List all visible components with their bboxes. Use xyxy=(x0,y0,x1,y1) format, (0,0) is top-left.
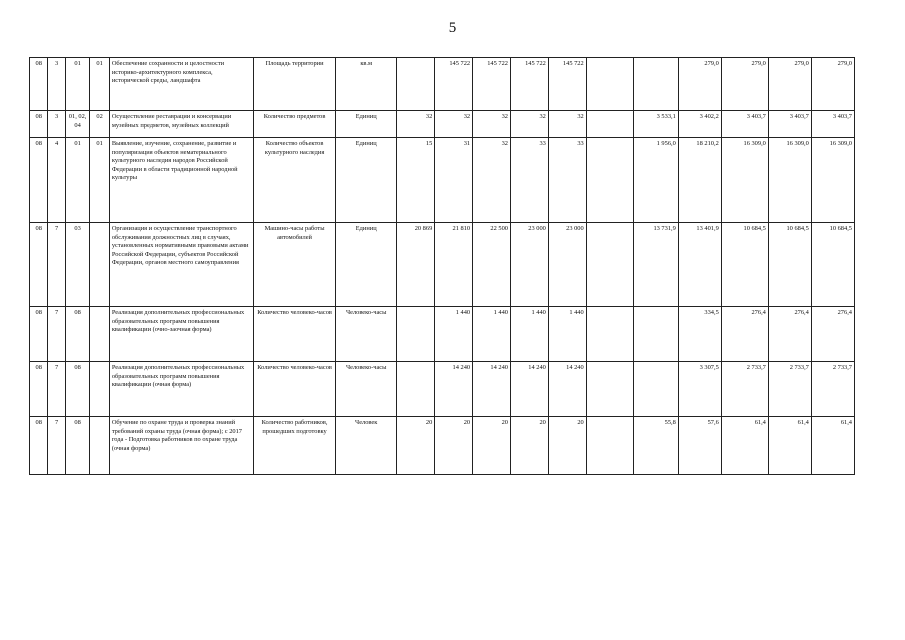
cell-v4: 145 722 xyxy=(510,58,548,111)
cell-f5: 61,4 xyxy=(811,417,854,475)
cell-v3: 1 440 xyxy=(473,307,511,362)
cell-f2: 3 402,2 xyxy=(678,111,721,138)
cell-v3: 20 xyxy=(473,417,511,475)
cell-c1: 08 xyxy=(30,362,48,417)
cell-unit: Единиц xyxy=(336,223,397,307)
cell-empty xyxy=(586,58,633,111)
cell-f4: 279,0 xyxy=(768,58,811,111)
cell-v5: 1 440 xyxy=(548,307,586,362)
cell-name: Реализация дополнительных профессиональных образовательных программ повышения квалификации (очно-заочная форма) xyxy=(109,307,253,362)
cell-f3: 10 684,5 xyxy=(721,223,768,307)
cell-v4: 1 440 xyxy=(510,307,548,362)
cell-f5: 16 309,0 xyxy=(811,138,854,223)
cell-f1: 55,8 xyxy=(633,417,678,475)
table-row xyxy=(30,138,855,223)
cell-c3: 01 xyxy=(65,138,90,223)
cell-f1: 13 731,9 xyxy=(633,223,678,307)
cell-name: Организация и осуществление транспортного обслуживания должностных лиц в случаях, установленных нормативными правовыми актами Российской Федерации, субъектов Российской Федерации, органов местного самоуправления xyxy=(109,223,253,307)
cell-f5: 279,0 xyxy=(811,58,854,111)
cell-indicator: Площадь территории xyxy=(254,58,336,111)
cell-c3: 03 xyxy=(65,223,90,307)
cell-indicator: Количество объектов культурного наследия xyxy=(254,138,336,223)
cell-v5: 20 xyxy=(548,417,586,475)
cell-v2: 20 xyxy=(435,417,473,475)
cell-f1: 3 533,1 xyxy=(633,111,678,138)
cell-f3: 3 403,7 xyxy=(721,111,768,138)
cell-f1 xyxy=(633,58,678,111)
cell-f3: 2 733,7 xyxy=(721,362,768,417)
cell-f2: 13 401,9 xyxy=(678,223,721,307)
cell-v3: 145 722 xyxy=(473,58,511,111)
cell-v3: 32 xyxy=(473,111,511,138)
table-row xyxy=(30,58,855,111)
cell-c3: 08 xyxy=(65,307,90,362)
cell-f2: 57,6 xyxy=(678,417,721,475)
cell-indicator: Машино-часы работы автомобилей xyxy=(254,223,336,307)
cell-empty xyxy=(586,111,633,138)
cell-f1: 1 956,0 xyxy=(633,138,678,223)
cell-v1 xyxy=(397,307,435,362)
cell-indicator: Количество работников, прошедших подготовку xyxy=(254,417,336,475)
table-row xyxy=(30,362,855,417)
cell-v5: 23 000 xyxy=(548,223,586,307)
cell-f3: 16 309,0 xyxy=(721,138,768,223)
cell-c1: 08 xyxy=(30,58,48,111)
cell-c3: 08 xyxy=(65,362,90,417)
cell-f2: 334,5 xyxy=(678,307,721,362)
cell-f4: 276,4 xyxy=(768,307,811,362)
cell-v4: 20 xyxy=(510,417,548,475)
cell-c4: 01 xyxy=(90,58,109,111)
cell-empty xyxy=(586,362,633,417)
cell-c3: 01 xyxy=(65,58,90,111)
cell-name: Реализация дополнительных профессиональных образовательных программ повышения квалификации (очная форма) xyxy=(109,362,253,417)
cell-v2: 31 xyxy=(435,138,473,223)
cell-name: Выявление, изучение, сохранение, развитие и популяризация объектов нематериального культурного наследия народов Российской Федерации в области традиционной народной культуры xyxy=(109,138,253,223)
table-row xyxy=(30,223,855,307)
cell-c2: 7 xyxy=(48,362,65,417)
cell-f2: 18 210,2 xyxy=(678,138,721,223)
cell-indicator: Количество человеко-часов xyxy=(254,307,336,362)
cell-c1: 08 xyxy=(30,111,48,138)
cell-c4: 02 xyxy=(90,111,109,138)
cell-v4: 33 xyxy=(510,138,548,223)
cell-f4: 61,4 xyxy=(768,417,811,475)
cell-f4: 16 309,0 xyxy=(768,138,811,223)
cell-name: Осуществление реставрации и консервации музейных предметов, музейных коллекций xyxy=(109,111,253,138)
cell-v2: 145 722 xyxy=(435,58,473,111)
cell-c2: 3 xyxy=(48,111,65,138)
cell-indicator: Количество предметов xyxy=(254,111,336,138)
cell-c4 xyxy=(90,362,109,417)
cell-c3: 08 xyxy=(65,417,90,475)
cell-f2: 3 307,5 xyxy=(678,362,721,417)
table-row xyxy=(30,111,855,138)
cell-v1 xyxy=(397,362,435,417)
cell-f4: 2 733,7 xyxy=(768,362,811,417)
cell-v5: 145 722 xyxy=(548,58,586,111)
cell-c1: 08 xyxy=(30,223,48,307)
cell-v3: 14 240 xyxy=(473,362,511,417)
cell-f1 xyxy=(633,362,678,417)
cell-empty xyxy=(586,307,633,362)
cell-v1: 20 869 xyxy=(397,223,435,307)
cell-v3: 22 500 xyxy=(473,223,511,307)
cell-f4: 3 403,7 xyxy=(768,111,811,138)
cell-v1: 20 xyxy=(397,417,435,475)
cell-f1 xyxy=(633,307,678,362)
cell-f5: 3 403,7 xyxy=(811,111,854,138)
cell-c2: 7 xyxy=(48,307,65,362)
table-row xyxy=(30,307,855,362)
cell-unit: Человеко-часы xyxy=(336,307,397,362)
cell-v2: 32 xyxy=(435,111,473,138)
cell-v2: 14 240 xyxy=(435,362,473,417)
cell-v2: 1 440 xyxy=(435,307,473,362)
cell-v1 xyxy=(397,58,435,111)
cell-f5: 2 733,7 xyxy=(811,362,854,417)
cell-empty xyxy=(586,223,633,307)
cell-v1: 32 xyxy=(397,111,435,138)
cell-v5: 32 xyxy=(548,111,586,138)
cell-f3: 276,4 xyxy=(721,307,768,362)
cell-f5: 10 684,5 xyxy=(811,223,854,307)
cell-name: Обучение по охране труда и проверка знаний требований охраны труда (очная форма); с 2017 года - Подготовка работников по охране труда (очная форма) xyxy=(109,417,253,475)
cell-unit: Человек xyxy=(336,417,397,475)
cell-v4: 32 xyxy=(510,111,548,138)
cell-c4 xyxy=(90,223,109,307)
cell-c2: 7 xyxy=(48,417,65,475)
cell-v2: 21 810 xyxy=(435,223,473,307)
cell-c4: 01 xyxy=(90,138,109,223)
cell-f2: 279,0 xyxy=(678,58,721,111)
cell-c1: 08 xyxy=(30,417,48,475)
cell-indicator: Количество человеко-часов xyxy=(254,362,336,417)
cell-c4 xyxy=(90,417,109,475)
cell-v3: 32 xyxy=(473,138,511,223)
cell-c3: 01, 02, 04 xyxy=(65,111,90,138)
cell-unit: Единиц xyxy=(336,111,397,138)
cell-empty xyxy=(586,417,633,475)
page-number: 5 xyxy=(448,20,457,36)
cell-c2: 7 xyxy=(48,223,65,307)
cell-c1: 08 xyxy=(30,307,48,362)
cell-v4: 23 000 xyxy=(510,223,548,307)
budget-table xyxy=(29,57,855,475)
cell-f5: 276,4 xyxy=(811,307,854,362)
cell-unit: Единиц xyxy=(336,138,397,223)
cell-unit: Человеко-часы xyxy=(336,362,397,417)
cell-empty xyxy=(586,138,633,223)
cell-name: Обеспечение сохранности и целостности историко-архитектурного комплекса, исторической среды, ландшафта xyxy=(109,58,253,111)
cell-v1: 15 xyxy=(397,138,435,223)
cell-v5: 14 240 xyxy=(548,362,586,417)
cell-c2: 4 xyxy=(48,138,65,223)
cell-f3: 279,0 xyxy=(721,58,768,111)
cell-c1: 08 xyxy=(30,138,48,223)
cell-c2: 3 xyxy=(48,58,65,111)
cell-unit: кв.м xyxy=(336,58,397,111)
cell-c4 xyxy=(90,307,109,362)
cell-f3: 61,4 xyxy=(721,417,768,475)
cell-v4: 14 240 xyxy=(510,362,548,417)
cell-f4: 10 684,5 xyxy=(768,223,811,307)
cell-v5: 33 xyxy=(548,138,586,223)
table-row xyxy=(30,417,855,475)
